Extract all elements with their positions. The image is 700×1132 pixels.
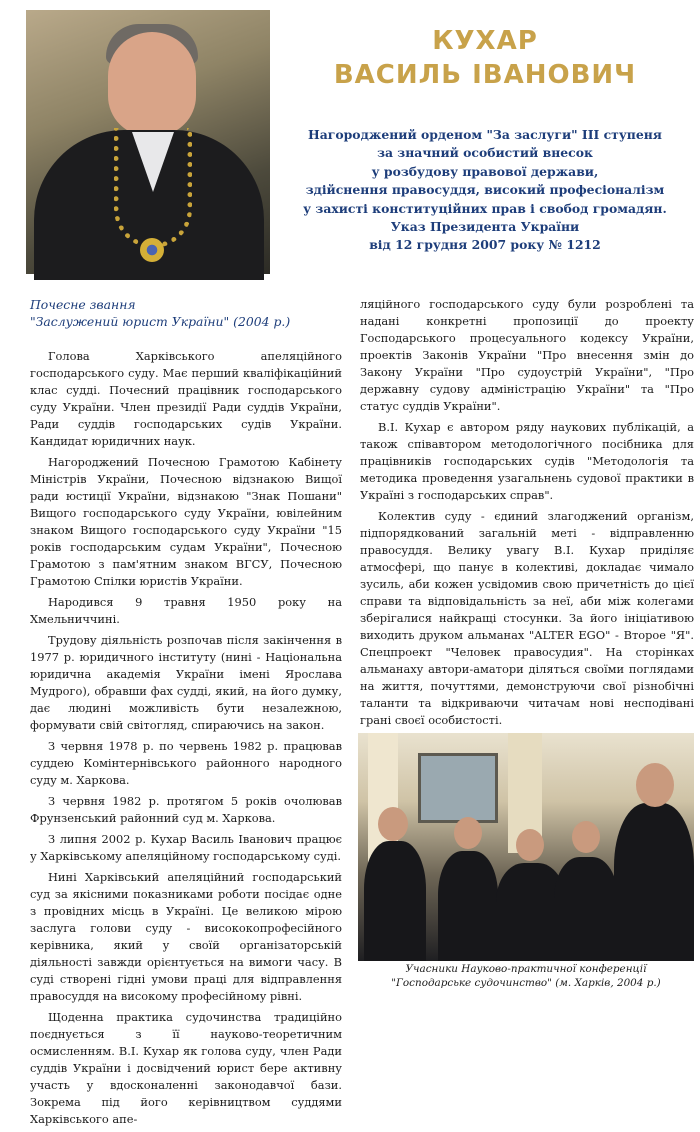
award-line: у захисті конституційних прав і свобод громадян.: [303, 200, 667, 216]
left-text-column: [30, 348, 342, 1132]
photo-person: [554, 857, 618, 961]
paragraph-continuation: ляційного господарського суду були розроблені та надані конкретні пропозиції до проекту Господарського процесуального кодексу України, проектів Законів України "Про внесення змін до Закону України "Про судоустрій України", "Про державну судову адміністрацію України" та "Про статус суддів України".: [360, 297, 694, 413]
honorary-title-label: Почесне звання: [30, 297, 136, 312]
award-line: Нагороджений орденом "За заслуги" III ступеня: [308, 127, 662, 142]
surname-heading: КУХАР: [432, 26, 538, 56]
paragraph: З липня 2002 р. Кухар Василь Іванович працює у Харківському апеляційному господарському суді.: [30, 832, 342, 863]
portrait-face: [108, 32, 196, 136]
photo-caption-line: "Господарське судочинство" (м. Харків, 2004 р.): [391, 977, 661, 989]
portrait-photo: [26, 10, 270, 274]
conference-photo: [358, 733, 694, 961]
photo-person-head: [378, 807, 408, 841]
paragraph: Нагороджений Почесною Грамотою Кабінету Міністрів України, Почесною відзнакою Вищої ради юстиції України, відзнакою "Знак Пошани" Вищого господарського суду України, ювілейним знаком Вищого господарського суду України "15 років господарським судам України", Почесною Грамотою з пам'ятним знаком ВГСУ, Почесною Грамотою Спілки юристів України.: [30, 455, 342, 588]
given-names-heading: ВАСИЛЬ ІВАНОВИЧ: [333, 60, 637, 90]
photo-person-head: [516, 829, 544, 861]
paragraph: З червня 1978 р. по червень 1982 р. працював суддею Комінтернівського районного народного суду м. Харкова.: [30, 739, 342, 787]
portrait-chain: [114, 128, 192, 248]
award-line: Указ Президента України: [390, 219, 580, 235]
photo-person-head: [572, 821, 600, 853]
right-text-column: [360, 296, 694, 788]
photo-person-head: [454, 817, 482, 849]
honorary-title: [30, 296, 350, 330]
photo-caption: [358, 962, 694, 990]
paragraph: Щоденна практика судочинства традиційно поєднується з її науково-теоретичним осмисленням. В.І. Кухар як голова суду, член Ради суддів України і досвідчений юрист бере активну участь у вдосконаленні законодавчої бази. Зокрема під його керівництвом суддями Харківського апе-: [30, 1010, 342, 1126]
photo-person-head: [636, 763, 674, 807]
paragraph: З червня 1982 р. протягом 5 років очолював Фрунзенський районний суд м. Харкова.: [30, 794, 342, 825]
honorary-title-value: "Заслужений юрист України" (2004 р.): [30, 314, 291, 329]
paragraph: Народився 9 травня 1950 року на Хмельниччині.: [30, 595, 342, 626]
paragraph: Нині Харківський апеляційний господарський суд за якісними показниками роботи посідає одне з провідних місць в Україні. Це великою мірою заслуга голови суду - висококопрофесійного керівника, який у своїй організаторській діяльності завжди орієнтується на вимоги часу. В суді створені гідні умови праці для відправлення правосуддя на високому професійному рівні.: [30, 870, 342, 1003]
award-line: за значний особистий внесок: [377, 145, 593, 161]
photo-person: [364, 841, 426, 961]
award-block: [290, 126, 680, 255]
paragraph: Колектив суду - єдиний злагоджений організм, підпорядкований загальній меті - відправленню правосуддя. Велику увагу В.І. Кухар приділяє атмосфері, що панує в колективі, докладає чимало зусиль, аби кожен усвідомив свою причетність до цієї справи та відповідальність за неї, аби між колегами зберігалися найкращі стосунки. За його ініціативою виходить друком альманах "ALTER EGO" - Второе "Я". Спецпроект "Человек правосудия". На сторінках альманаху автори-аматори діляться своїми поглядами на життя, почуттями, демонструючи свої різнобічні таланти та відкриваючи читачам нові несподівані грані своєї особистості.: [360, 509, 694, 727]
portrait-medal: [140, 238, 164, 262]
paragraph: Голова Харківського апеляційного господарського суду. Має перший кваліфікаційний клас судді. Почесний працівник господарського суду України. Член президії Ради суддів України, Ради суддів господарських судів України. Кандидат юридичних наук.: [30, 349, 342, 448]
photo-window: [418, 753, 498, 823]
award-line: від 12 грудня 2007 року № 1212: [369, 237, 601, 253]
award-line: здійснення правосуддя, високий професіоналізм: [305, 182, 665, 198]
paragraph: В.І. Кухар є автором ряду наукових публікацій, а також співавтором методологічного посібника для працівників господарських судів "Методологія та методика проведення узагальнень судової практики в Україні з господарських справ".: [360, 420, 694, 502]
photo-person: [438, 851, 498, 961]
photo-person: [614, 803, 694, 961]
photo-caption-line: Учасники Науково-практичної конференції: [405, 963, 647, 975]
award-line: у розбудову правової держави,: [371, 163, 599, 179]
paragraph: Трудову діяльність розпочав після закінчення в 1977 р. юридичного інституту (нині - Національна юридична академія України імені Ярослава Мудрого), обравши фах судді, який, на його думку, дає людині можливість бути незалежною, формувати свій світогляд, спираючись на закон.: [30, 633, 342, 732]
